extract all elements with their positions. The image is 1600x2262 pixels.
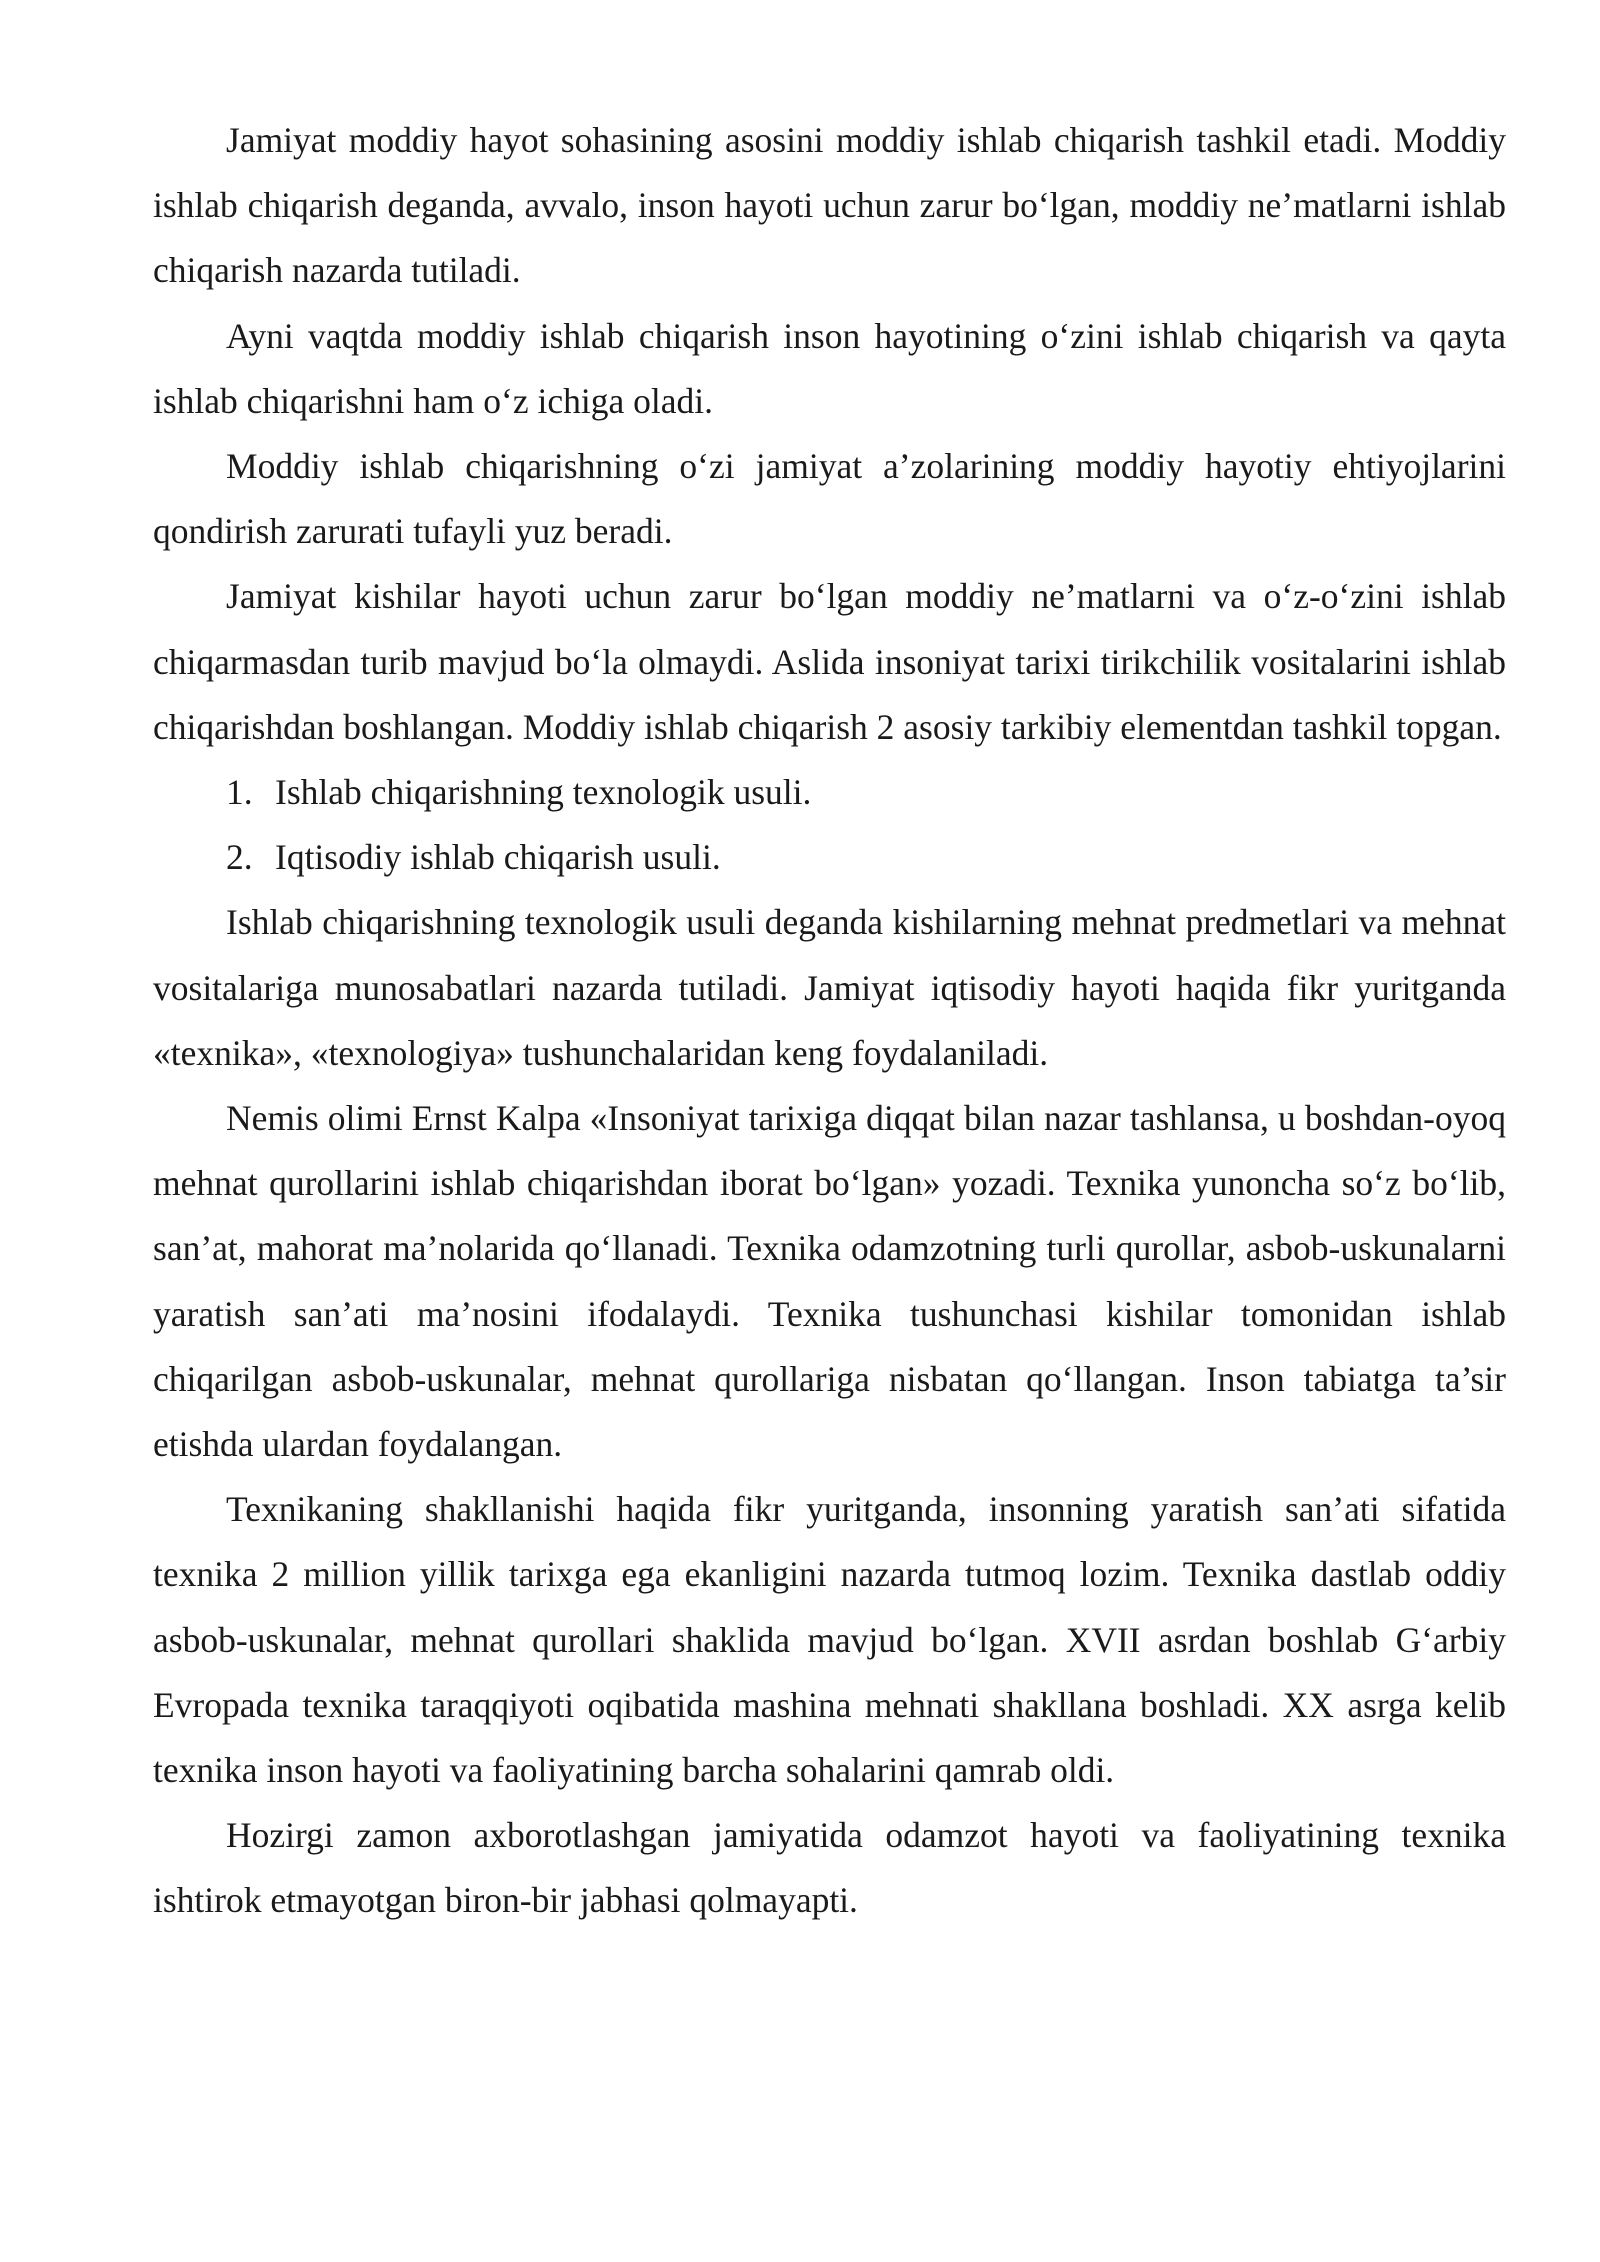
paragraph-7: Texnikaning shakllanishi haqida fikr yuritganda, insonning yaratish san’ati sifatida texnika 2 million yillik tarixga ega ekanligini nazarda tutmoq lozim. Texnika dastlab oddiy asbob-uskunalar, mehnat qurollari shaklida mavjud bo‘lgan. XVII asrdan boshlab G‘arbiy Evropada texnika taraqqiyoti oqibatida mashina mehnati shakllana boshladi. XX asrga kelib texnika inson hayoti va faoliyatining barcha sohalarini qamrab oldi. [153, 1489, 1506, 1791]
paragraph-3: Moddiy ishlab chiqarishning o‘zi jamiyat a’zolarining moddiy hayotiy ehtiyojlarini qondirish zarurati tufayli yuz beradi. [153, 446, 1506, 552]
paragraph-8: Hozirgi zamon axborotlashgan jamiyatida odamzot hayoti va faoliyatining texnika ishtirok etmayotgan biron-bir jabhasi qolmayapti. [153, 1815, 1506, 1921]
document-page [153, 108, 1506, 1934]
list-item-text: Iqtisodiy ishlab chiqarish usuli. [275, 837, 721, 878]
list-item-number: 2. [226, 837, 253, 878]
list-item-text: Ishlab chiqarishning texnologik usuli. [275, 772, 812, 813]
paragraph-4: Jamiyat kishilar hayoti uchun zarur bo‘lgan moddiy ne’matlarni va o‘z-o‘zini ishlab chiqarmasdan turib mavjud bo‘la olmaydi. Aslida insoniyat tarixi tirikchilik vositalarini ishlab chiqarishdan boshlangan. Moddiy ishlab chiqarish 2 asosiy tarkibiy elementdan tashkil topgan. [153, 576, 1506, 747]
paragraph-5: Ishlab chiqarishning texnologik usuli deganda kishilarning mehnat predmetlari va mehnat vositalariga munosabatlari nazarda tutiladi. Jamiyat iqtisodiy hayoti haqida fikr yuritganda «texnika», «texnologiya» tushunchalaridan keng foydalaniladi. [153, 902, 1506, 1073]
list-item-2 [153, 825, 1506, 890]
paragraph-2: Ayni vaqtda moddiy ishlab chiqarish inson hayotining o‘zini ishlab chiqarish va qayta ishlab chiqarishni ham o‘z ichiga oladi. [153, 315, 1506, 421]
paragraph-1: Jamiyat moddiy hayot sohasining asosini moddiy ishlab chiqarish tashkil etadi. Moddiy ishlab chiqarish deganda, avvalo, inson hayoti uchun zarur bo‘lgan, moddiy ne’matlarni ishlab chiqarish nazarda tutiladi. [153, 120, 1506, 291]
list-item-number: 1. [226, 772, 253, 813]
paragraph-6: Nemis olimi Ernst Kalpa «Insoniyat tarixiga diqqat bilan nazar tashlansa, u boshdan-oyoq mehnat qurollarini ishlab chiqarishdan iborat bo‘lgan» yozadi. Texnika yunoncha so‘z bo‘lib, san’at, mahorat ma’nolarida qo‘llanadi. Texnika odamzotning turli qurollar, asbob-uskunalarni yaratish san’ati ma’nosini ifodalaydi. Texnika tushunchasi kishilar tomonidan ishlab chiqarilgan asbob-uskunalar, mehnat qurollariga nisbatan qo‘llangan. Inson tabiatga ta’sir etishda ulardan foydalangan. [153, 1098, 1506, 1465]
list-item-1 [153, 760, 1506, 825]
